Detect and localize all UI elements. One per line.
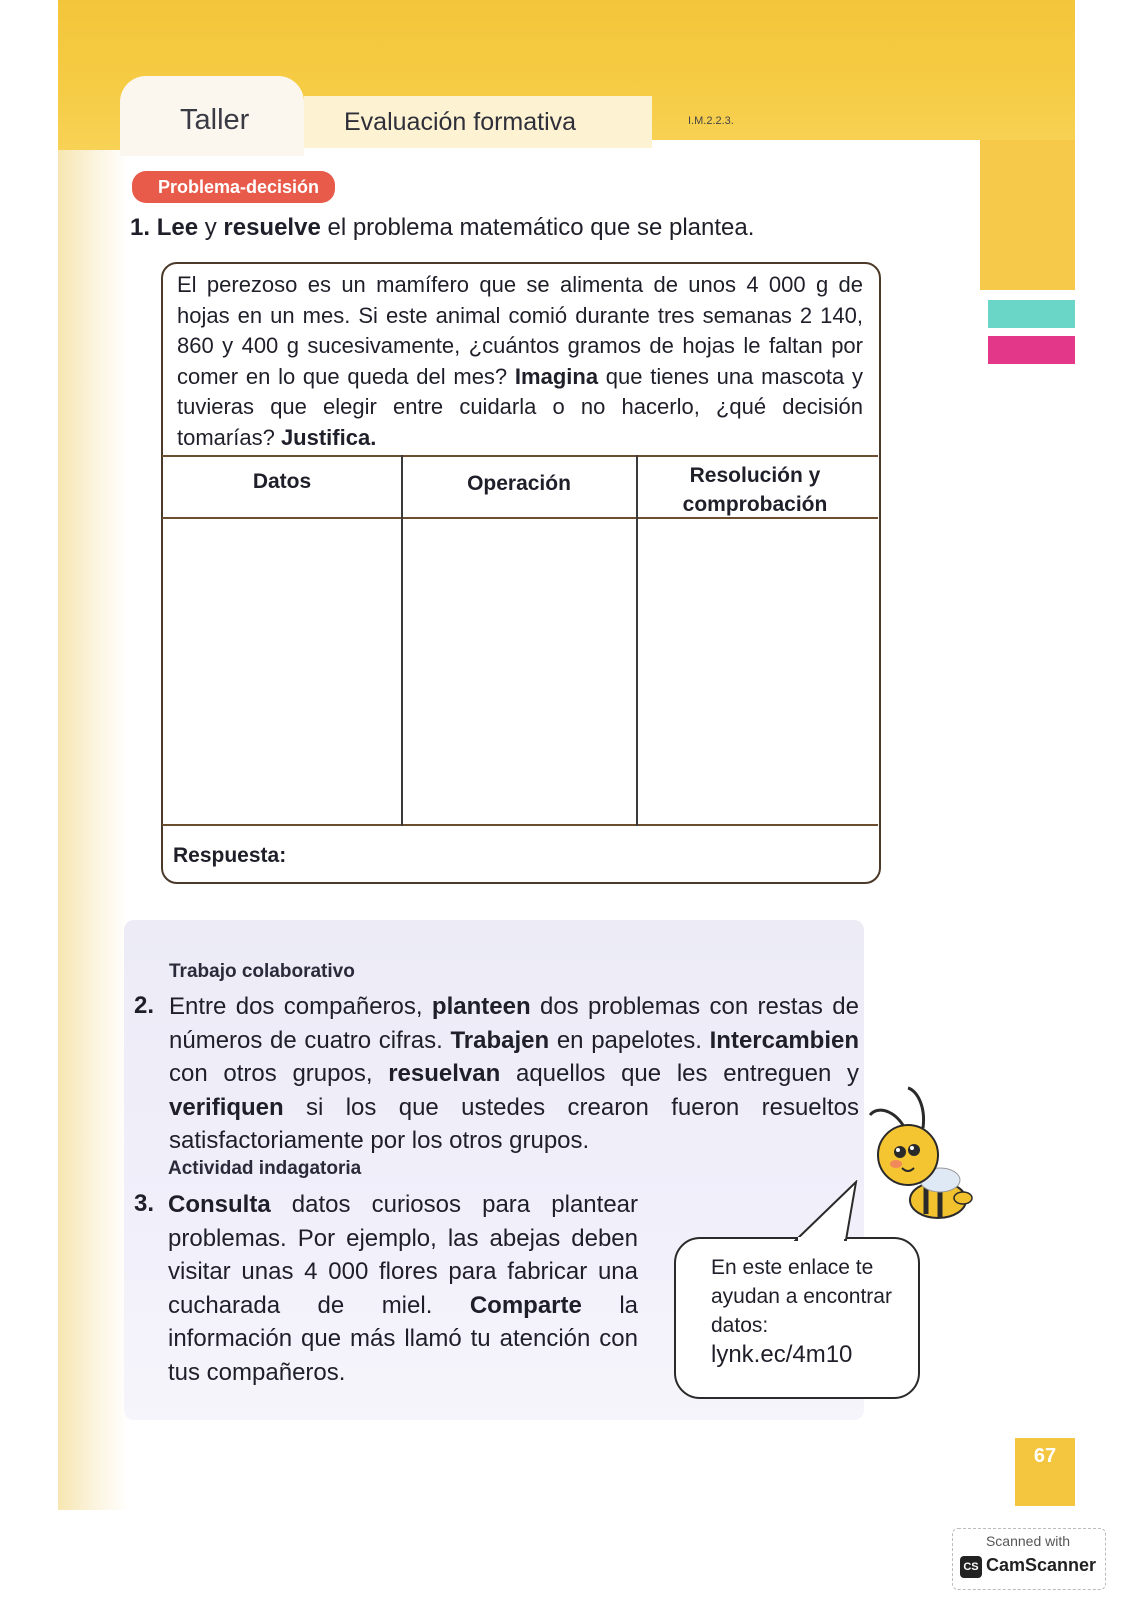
text: en papelotes. — [549, 1026, 710, 1054]
problem-decision-badge: Problema-decisión — [132, 171, 335, 203]
bubble-text — [711, 1253, 911, 1370]
bubble-link[interactable]: lynk.ec/4m10 — [711, 1341, 853, 1368]
bubble-message: En este enlace te ayudan a encontrar datos: — [711, 1256, 892, 1337]
problem-text — [177, 270, 863, 453]
camscanner-logo-icon: CS — [960, 1556, 982, 1578]
speech-bubble-tail-icon — [786, 1180, 876, 1242]
imagine-text: que tienes una mascota y tuvieras que elegir entre cuidarla o no hacerlo, ¿qué decisión tomarías? — [177, 363, 863, 450]
teal-marker-tab — [988, 300, 1075, 328]
question-2-text — [169, 990, 859, 1158]
tab-evaluacion-label: Evaluación formativa — [344, 108, 577, 136]
bold-trabajen: Trabajen — [450, 1026, 550, 1054]
bold-planteen: planteen — [431, 993, 531, 1020]
curriculum-code: I.M.2.2.3. — [688, 115, 734, 127]
tab-taller-label: Taller — [180, 104, 250, 136]
bold-resuelve: resuelve — [223, 214, 321, 241]
text: datos curiosos para plantear problemas. Por ejemplo, las abejas deben visitar unas 4 000 flores para fabricar una cucharada de miel. — [168, 1191, 638, 1319]
bold-justifica: Justifica. — [280, 424, 377, 450]
problem-statement: El perezoso es un mamífero que se alimenta de unos 4 000 g de hojas en un mes. Si este animal comió durante tres semanas 2 140, 860 y 400 g sucesivamente, ¿cuántos gramos de hojas le faltan por comer en lo que queda del mes? — [177, 272, 863, 389]
question-3-text — [168, 1188, 638, 1389]
text: y — [198, 214, 224, 241]
bold-intercambien: Intercambien — [709, 1026, 860, 1054]
page-right-strip — [980, 290, 1075, 1510]
text: Entre dos compañeros, — [169, 993, 432, 1020]
watermark-scanned-text: Scanned with — [985, 1533, 1071, 1549]
text: la información que más llamó tu atención con tus compañeros. — [168, 1291, 638, 1386]
bee-mascot-icon — [868, 1080, 978, 1230]
bold-lee: Lee — [156, 214, 199, 241]
watermark-brand-name: CamScanner — [986, 1555, 1097, 1575]
question-number: 1. — [130, 214, 151, 241]
table-header-resolucion: Resolución y comprobación — [682, 464, 828, 516]
question-3-number: 3. — [134, 1190, 155, 1217]
bold-imagina: Imagina — [514, 363, 599, 389]
bold-comparte: Comparte — [469, 1291, 582, 1319]
page-number: 67 — [1015, 1438, 1075, 1506]
bold-resuelvan: resuelvan — [388, 1060, 501, 1087]
pink-marker-tab — [988, 336, 1075, 364]
section-3-title: Actividad indagatoria — [168, 1158, 362, 1179]
text: con otros grupos, — [169, 1060, 389, 1087]
table-col-divider — [636, 455, 638, 826]
table-col-divider — [401, 455, 403, 826]
bold-consulta: Consulta — [168, 1191, 271, 1218]
question-1-instruction — [130, 214, 754, 242]
table-header-operacion: Operación — [467, 472, 571, 495]
table-header-datos: Datos — [252, 470, 312, 493]
table-top-line — [162, 455, 878, 457]
answer-label: Respuesta: — [173, 844, 287, 867]
question-2-number: 2. — [134, 992, 155, 1019]
text: dos problemas con restas de números de cuatro cifras. — [169, 993, 859, 1054]
section-2-title: Trabajo colaborativo — [169, 961, 355, 982]
page-left-edge — [58, 150, 128, 1510]
table-bottom-line — [162, 824, 878, 826]
bold-verifiquen: verifiquen — [169, 1093, 284, 1121]
right-yellow-band — [980, 140, 1075, 290]
text: si los que ustedes crearon fueron resueltos satisfactoriamente por los otros grupos. — [169, 1093, 859, 1154]
text: el problema matemático que se plantea. — [320, 214, 755, 241]
text: aquellos que les entreguen y — [500, 1060, 859, 1087]
